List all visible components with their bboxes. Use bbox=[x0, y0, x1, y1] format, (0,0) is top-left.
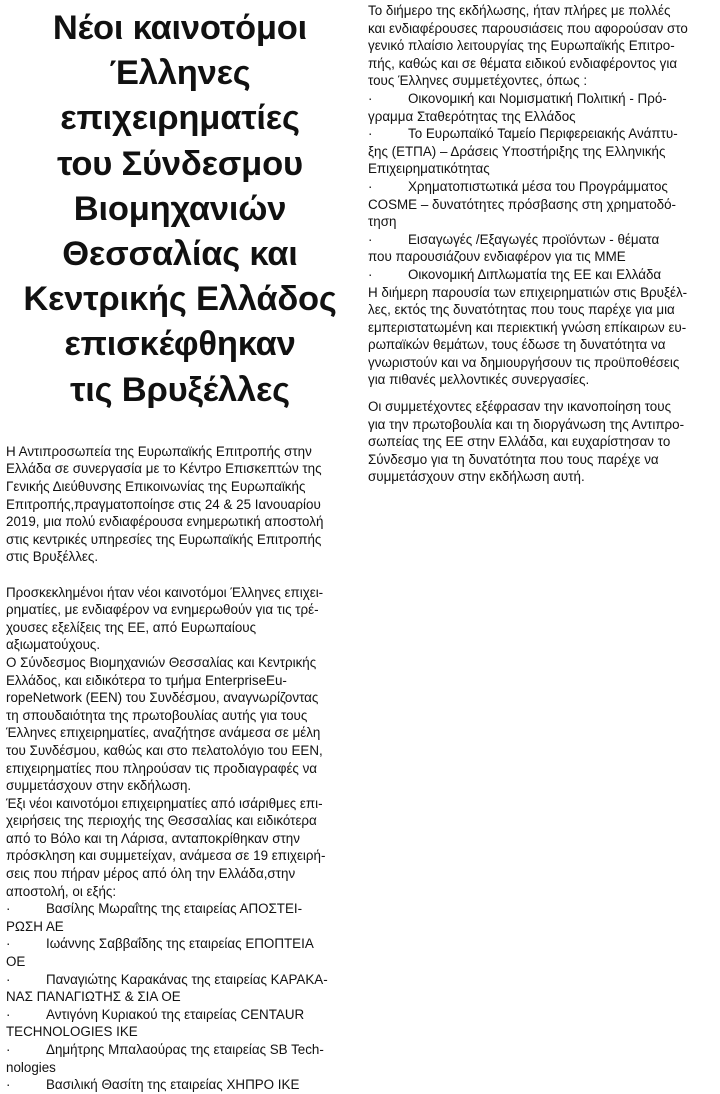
text-line: λες, εκτός της δυνατότητας που τους παρέχε για μια bbox=[368, 302, 675, 318]
participant-text: Ιωάννης Σαββαΐδης της εταιρείας ΕΠΟΠΤΕΙΑ bbox=[46, 936, 314, 952]
participant-text: Παναγιώτης Καρακάνας της εταιρείας ΚΑΡΑΚΑ- bbox=[46, 971, 328, 987]
headline-line: Θεσσαλίας και bbox=[62, 235, 298, 274]
bullet-marker: · bbox=[6, 1077, 11, 1093]
topic-item bbox=[368, 125, 714, 178]
text-line: γενικό πλαίσιο λειτουργίας της Ευρωπαϊκής Επιτρο- bbox=[368, 38, 675, 54]
participant-text: Βασίλης Μωραΐτης της εταιρείας ΑΠΟΣΤΕΙ- bbox=[46, 901, 303, 917]
headline-line: Κεντρικής Ελλάδος bbox=[23, 280, 337, 319]
text-line: του Συνδέσμου, καθώς και στο πελατολόγιο του ΕΕΝ, bbox=[6, 742, 323, 758]
bullet-marker: · bbox=[368, 90, 373, 106]
presence-paragraph bbox=[368, 284, 714, 390]
topic-item bbox=[368, 90, 714, 125]
topic-text-cont: τηση bbox=[368, 214, 397, 230]
text-line: για πιθανές μελλοντικές συνεργασίες. bbox=[368, 372, 590, 388]
bullet-marker: · bbox=[6, 1042, 11, 1058]
text-line: από το Βόλο και τη Λάρισα, ανταποκρίθηκαν στην bbox=[6, 830, 300, 846]
headline-line: επιχειρηματίες bbox=[60, 99, 300, 138]
participant-text-cont: TECHNOLOGIES IKE bbox=[6, 1024, 138, 1040]
bullet-marker: · bbox=[368, 266, 373, 282]
text-line: χειρήσεις της περιοχής της Θεσσαλίας και ειδικότερα bbox=[6, 813, 317, 829]
text-line: τη σπουδαιότητα της πρωτοβουλίας αυτής για τους bbox=[6, 707, 308, 723]
text-line: ρηματίες, με ενδιαφέρον να ενημερωθούν για τις τρέ- bbox=[6, 602, 319, 618]
bullet-marker: · bbox=[6, 901, 11, 917]
headline-line: Βιομηχανιών bbox=[73, 189, 287, 228]
text-line: πρόσκληση και συμμετείχαν, ανάμεσα σε 19 επιχειρή- bbox=[6, 848, 326, 864]
text-line: στις κεντρικές υπηρεσίες της Ευρωπαϊκής Επιτροπής bbox=[6, 531, 322, 547]
text-line: Ο Σύνδεσμος Βιομηχανιών Θεσσαλίας και Κεντρικής bbox=[6, 654, 317, 670]
text-line: Η διήμερη παρουσία των επιχειρηματιών στις Βρυξέλ- bbox=[368, 284, 688, 300]
participant-item bbox=[6, 1006, 354, 1041]
participant-text-cont: nologies bbox=[6, 1059, 56, 1075]
topic-text-cont: COSME – δυνατότητες πρόσβασης στη χρηματοδό- bbox=[368, 196, 676, 212]
topic-text-cont: γραμμα Σταθερότητας της Ελλάδος bbox=[368, 108, 576, 124]
bullet-marker: · bbox=[6, 971, 11, 987]
topic-text-cont: ξης (ΕΤΠΑ) – Δράσεις Υποστήριξης της Ελληνικής bbox=[368, 143, 666, 159]
text-line: Επιτροπής,πραγματοποίησε στις 24 & 25 Ιανουαρίου bbox=[6, 496, 321, 512]
right-column bbox=[368, 2, 714, 486]
article-headline bbox=[6, 6, 354, 413]
topic-text: Οικονομική και Νομισματική Πολιτική - Πρό- bbox=[408, 90, 667, 106]
text-line: και ενδιαφέρουσες παρουσιάσεις που αφορούσαν στο bbox=[368, 20, 688, 36]
association-paragraph bbox=[6, 654, 354, 795]
bullet-marker: · bbox=[6, 1006, 11, 1022]
text-line: αποστολή, οι εξής: bbox=[6, 883, 117, 899]
text-line: Προσκεκλημένοι ήταν νέοι καινοτόμοι Έλληνες επιχει- bbox=[6, 584, 324, 600]
topic-text: Χρηματοπιστωτικά μέσα του Προγράμματος bbox=[408, 178, 668, 194]
text-line: 2019, μια πολύ ενδιαφέρουσα ενημερωτική αποστολή bbox=[6, 514, 324, 530]
topic-item bbox=[368, 178, 714, 231]
text-line: Η Αντιπροσωπεία της Ευρωπαϊκής Επιτροπής στην bbox=[6, 443, 312, 459]
participant-item bbox=[6, 900, 354, 935]
participant-text: Αντιγόνη Κυριακού της εταιρείας CENTAUR bbox=[46, 1006, 305, 1022]
text-line: Σύνδεσμο για τη δυνατότητα που τους παρέχε να bbox=[368, 451, 659, 467]
text-line: συμμετάσχουν στην εκδήλωση. bbox=[6, 778, 192, 794]
participant-item bbox=[6, 1041, 354, 1076]
text-line: σεις που πήραν μέρος από όλη την Ελλάδα,στην bbox=[6, 866, 296, 882]
text-line: εμπεριστατωμένη και περιεκτική γνώση επίκαιρων ευ- bbox=[368, 319, 687, 335]
event-paragraph bbox=[368, 2, 714, 90]
participant-text-cont: ΟΕ bbox=[6, 954, 26, 970]
headline-line: Έλληνες bbox=[109, 54, 251, 93]
topic-text: Το Ευρωπαϊκό Ταμείο Περιφερειακής Ανάπτυ- bbox=[408, 126, 678, 142]
participant-item bbox=[6, 1076, 354, 1094]
text-line: Ελλάδα σε συνεργασία με το Κέντρο Επισκεπτών της bbox=[6, 461, 322, 477]
participant-item bbox=[6, 935, 354, 970]
headline-line: τις Βρυξέλλες bbox=[70, 370, 290, 409]
bullet-marker: · bbox=[368, 178, 373, 194]
topic-text-cont: που παρουσιάζουν ενδιαφέρον για τις ΜΜΕ bbox=[368, 249, 626, 265]
text-line: πής, καθώς και σε θέματα ειδικού ενδιαφέροντος για bbox=[368, 55, 678, 71]
left-column bbox=[6, 0, 354, 1094]
participant-text: Δημήτρης Μπαλαούρας της εταιρείας SB Tech- bbox=[46, 1042, 324, 1058]
topics-list bbox=[368, 90, 714, 284]
text-line: σωπείας της ΕΕ στην Ελλάδα, και ευχαρίστησαν το bbox=[368, 434, 671, 450]
bullet-marker: · bbox=[6, 936, 11, 952]
text-line: ρωπαϊκών θεμάτων, τους έδωσε τη δυνατότητα να bbox=[368, 337, 666, 353]
text-line: επιχειρηματίες που πληρούσαν τις προδιαγραφές να bbox=[6, 760, 318, 776]
participants-paragraph bbox=[6, 795, 354, 901]
text-line: για την πρωτοβουλία και τη διοργάνωση της Αντιπρο- bbox=[368, 416, 685, 432]
topic-item bbox=[368, 266, 714, 284]
text-line: αξιωματούχους. bbox=[6, 637, 101, 653]
closing-paragraph bbox=[368, 398, 714, 486]
topic-text: Οικονομική Διπλωματία της ΕΕ και Ελλάδα bbox=[408, 266, 662, 282]
topic-text: Εισαγωγές /Εξαγωγές προϊόντων - θέματα bbox=[408, 231, 660, 247]
text-line: γνωριστούν και να δημιουργήσουν τις προϋποθέσεις bbox=[368, 354, 680, 370]
headline-line: Νέοι καινοτόμοι bbox=[52, 9, 308, 47]
intro-paragraph bbox=[6, 443, 354, 566]
bullet-marker: · bbox=[368, 231, 373, 247]
text-line: συμμετάσχουν στην εκδήλωση αυτή. bbox=[368, 469, 585, 485]
text-line: τους Έλληνες συμμετέχοντες, όπως : bbox=[368, 73, 588, 89]
text-line: Έξι νέοι καινοτόμοι επιχειρηματίες από ισάριθμες επι- bbox=[6, 795, 323, 811]
text-line: Το διήμερο της εκδήλωσης, ήταν πλήρες με πολλές bbox=[368, 3, 671, 18]
text-line: Έλληνες επιχειρηματίες, αναζήτησε ανάμεσα σε μέλη bbox=[6, 725, 321, 741]
participant-item bbox=[6, 971, 354, 1006]
topic-text-cont: Επιχειρηματικότητας bbox=[368, 161, 490, 177]
text-line: Γενικής Διεύθυνσης Επικοινωνίας της Ευρωπαϊκής bbox=[6, 479, 306, 495]
invitees-paragraph bbox=[6, 584, 354, 654]
headline-line: του Σύνδεσμου bbox=[57, 144, 303, 183]
text-line: Οι συμμετέχοντες εξέφρασαν την ικανοποίηση τους bbox=[368, 399, 672, 415]
text-line: στις Βρυξέλλες. bbox=[6, 549, 99, 565]
participant-text: Βασιλική Θασίτη της εταιρείας ΧΗΠΡΟ ΙΚΕ bbox=[46, 1077, 300, 1093]
text-line: Ελλάδος, και ειδικότερα το τμήμα EnterpriseEu- bbox=[6, 672, 287, 688]
participant-text-cont: ΝΑΣ ΠΑΝΑΓΙΩΤΗΣ & ΣΙΑ ΟΕ bbox=[6, 989, 181, 1005]
bullet-marker: · bbox=[368, 126, 373, 142]
topic-item bbox=[368, 231, 714, 266]
participant-text-cont: ΡΩΣΗ ΑΕ bbox=[6, 918, 64, 934]
text-line: χουσες εξελίξεις της ΕΕ, από Ευρωπαίους bbox=[6, 619, 257, 635]
text-line: ropeNetwork (EEN) του Συνδέσμου, αναγνωρίζοντας bbox=[6, 690, 319, 706]
headline-line: επισκέφθηκαν bbox=[64, 325, 296, 364]
